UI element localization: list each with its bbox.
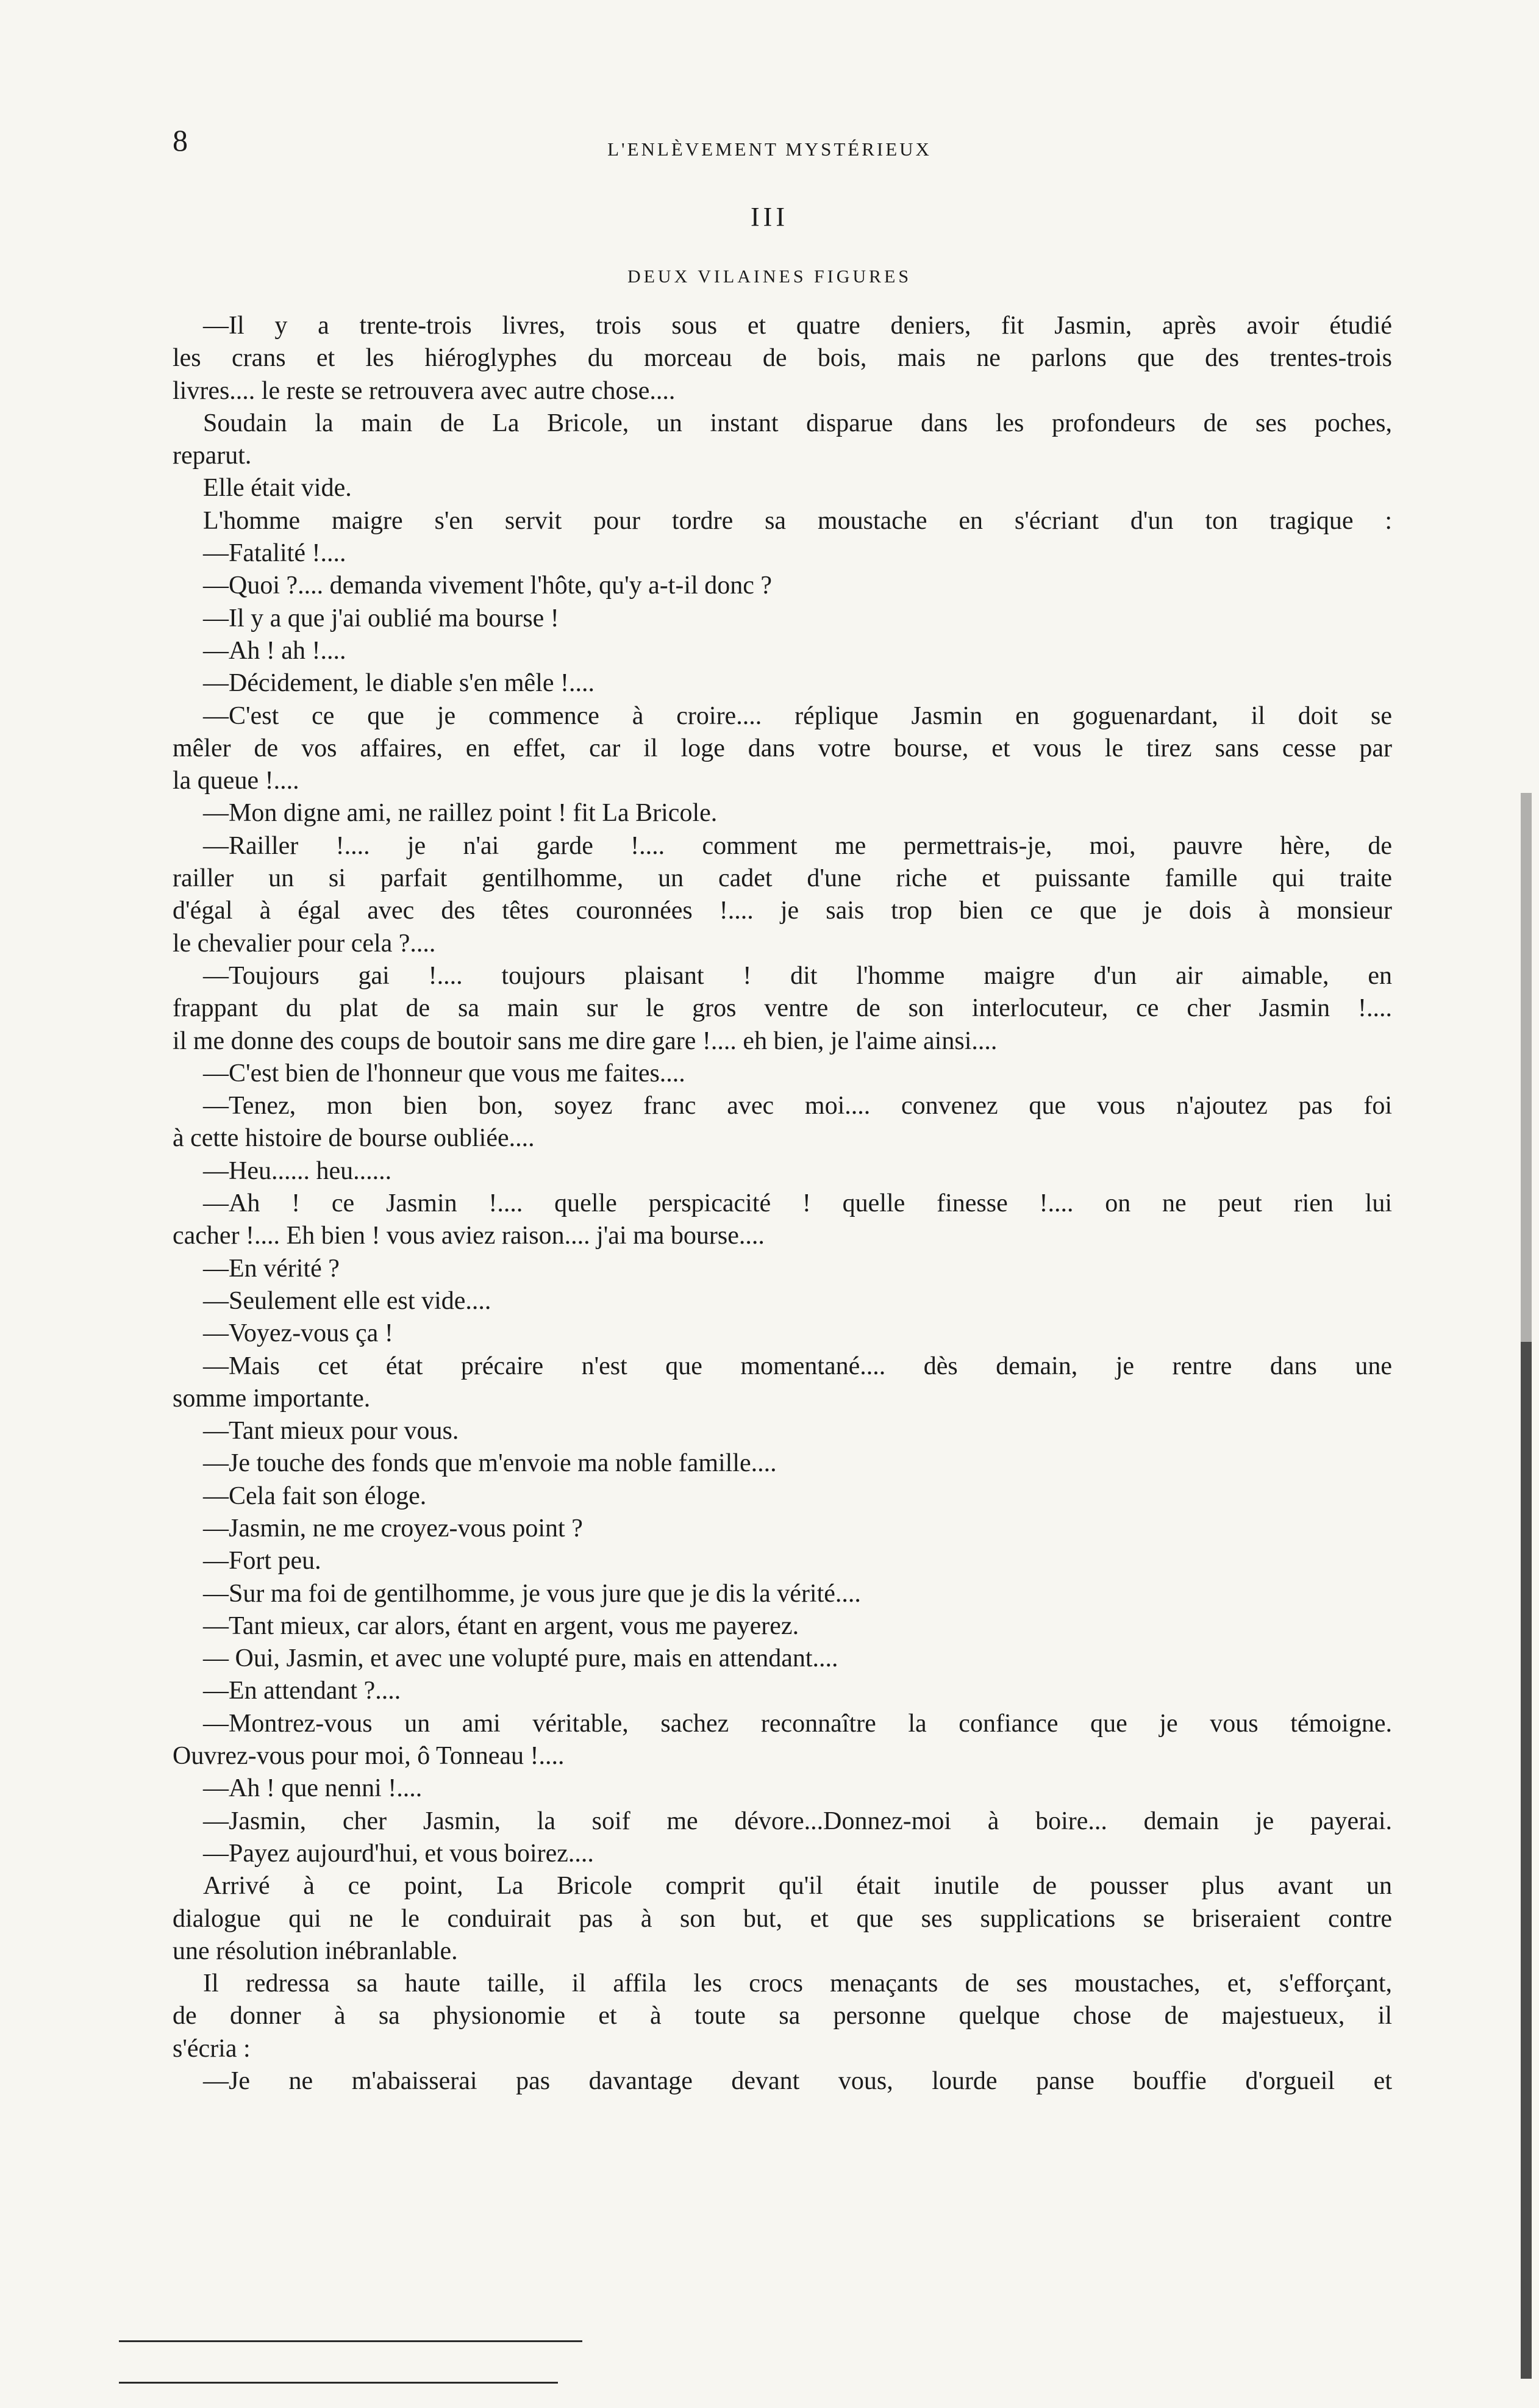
- text-line: —Tenez, mon bien bon, soyez franc avec moi.... convenez que vous n'ajoutez pas foi: [203, 1092, 1392, 1120]
- text-line: —En vérité ?: [203, 1254, 340, 1283]
- text-line: Arrivé à ce point, La Bricole comprit qu'il était inutile de pousser plus avant un: [203, 1872, 1392, 1901]
- running-head: L'ENLÈVEMENT MYSTÉRIEUX: [607, 138, 932, 160]
- binding-edge-mark: [1521, 1342, 1532, 2379]
- text-line: la queue !....: [173, 767, 299, 795]
- text-line: —Ah ! ah !....: [203, 636, 346, 665]
- text-line: —Tant mieux, car alors, étant en argent, vous me payerez.: [203, 1611, 799, 1640]
- text-line: —Tant mieux pour vous.: [203, 1417, 459, 1446]
- text-line: s'écria :: [173, 2034, 251, 2063]
- text-line: à cette histoire de bourse oubliée....: [173, 1124, 535, 1153]
- text-line: —Mais cet état précaire n'est que momentané.... dès demain, je rentre dans une: [203, 1352, 1392, 1380]
- text-line: le chevalier pour cela ?....: [173, 929, 436, 958]
- body-text: [173, 310, 1392, 2098]
- text-line: —En attendant ?....: [203, 1677, 401, 1705]
- text-line: une résolution inébranlable.: [173, 1937, 458, 1965]
- chapter-number: III: [751, 202, 788, 232]
- text-line: — Oui, Jasmin, et avec une volupté pure, mais en attendant....: [203, 1644, 838, 1673]
- text-line: —Heu...... heu......: [203, 1156, 392, 1185]
- text-line: Elle était vide.: [203, 474, 352, 503]
- text-line: —Montrez-vous un ami véritable, sachez reconnaître la confiance que je vous témoigne.: [203, 1709, 1392, 1738]
- text-line: —Toujours gai !.... toujours plaisant ! dit l'homme maigre d'un air aimable, en: [203, 961, 1392, 990]
- text-line: cacher !.... Eh bien ! vous aviez raison.... j'ai ma bourse....: [173, 1222, 765, 1250]
- footer-rule: [119, 2382, 558, 2384]
- text-line: —Il y a que j'ai oublié ma bourse !: [203, 604, 559, 632]
- text-line: —Ah ! ce Jasmin !.... quelle perspicacité ! quelle finesse !.... on ne peut rien lui: [203, 1189, 1392, 1218]
- page-number: 8: [173, 123, 188, 157]
- text-line: railler un si parfait gentilhomme, un cadet d'une riche et puissante famille qui traite: [173, 864, 1392, 893]
- text-line: —Mon digne ami, ne raillez point ! fit La Bricole.: [203, 799, 718, 828]
- text-line: Il redressa sa haute taille, il affila les crocs menaçants de ses moustaches, et, s'efforçant,: [203, 1969, 1392, 1998]
- text-line: il me donne des coups de boutoir sans me dire gare !.... eh bien, je l'aime ainsi....: [173, 1027, 998, 1055]
- text-line: reparut.: [173, 442, 252, 470]
- text-line: —Décidement, le diable s'en mêle !....: [203, 669, 595, 698]
- text-line: d'égal à égal avec des têtes couronnées !.... je sais trop bien ce que je dois à monsieur: [173, 897, 1392, 925]
- text-line: —Il y a trente-trois livres, trois sous et quatre deniers, fit Jasmin, après avoir étudié: [203, 312, 1392, 340]
- text-line: —Cela fait son éloge.: [203, 1482, 427, 1510]
- text-line: —Railler !.... je n'ai garde !.... comment me permettrais-je, moi, pauvre hère, de: [203, 831, 1392, 860]
- text-line: —C'est bien de l'honneur que vous me faites....: [203, 1059, 685, 1088]
- text-line: —Voyez-vous ça !: [203, 1319, 393, 1348]
- text-line: de donner à sa physionomie et à toute sa personne quelque chose de majestueux, il: [173, 2002, 1392, 2030]
- text-line: livres.... le reste se retrouvera avec autre chose....: [173, 376, 676, 405]
- text-line: —Quoi ?.... demanda vivement l'hôte, qu'y a-t-il donc ?: [203, 572, 773, 600]
- text-line: les crans et les hiéroglyphes du morceau de bois, mais ne parlons que des trentes-trois: [173, 344, 1392, 373]
- text-line: dialogue qui ne le conduirait pas à son but, et que ses supplications se briseraient contre: [173, 1904, 1392, 1933]
- chapter-title: DEUX VILAINES FIGURES: [627, 267, 912, 287]
- text-line: Ouvrez-vous pour moi, ô Tonneau !....: [173, 1742, 565, 1771]
- text-line: somme importante.: [173, 1384, 371, 1413]
- text-line: —Seulement elle est vide....: [203, 1286, 491, 1315]
- text-line: —Je ne m'abaisserai pas davantage devant vous, lourde panse bouffie d'orgueil et: [203, 2067, 1392, 2096]
- text-line: —Payez aujourd'hui, et vous boirez....: [203, 1839, 594, 1868]
- text-line: Soudain la main de La Bricole, un instant disparue dans les profondeurs de ses poches,: [203, 409, 1392, 437]
- text-line: frappant du plat de sa main sur le gros ventre de son interlocuteur, ce cher Jasmin !....: [173, 994, 1392, 1023]
- text-line: —Jasmin, ne me croyez-vous point ?: [203, 1514, 583, 1543]
- text-line: —Je touche des fonds que m'envoie ma noble famille....: [203, 1449, 777, 1478]
- text-line: —Jasmin, cher Jasmin, la soif me dévore...Donnez-moi à boire... demain je payerai.: [203, 1807, 1392, 1835]
- binding-edge-mark: [1521, 793, 1532, 1342]
- text-line: —Fatalité !....: [203, 539, 346, 568]
- footer-rule: [119, 2340, 582, 2342]
- text-line: —Ah ! que nenni !....: [203, 1774, 423, 1803]
- text-line: mêler de vos affaires, en effet, car il loge dans votre bourse, et vous le tirez sans cesse par: [173, 734, 1392, 762]
- text-line: —Fort peu.: [203, 1547, 321, 1575]
- text-line: L'homme maigre s'en servit pour tordre sa moustache en s'écriant d'un ton tragique :: [203, 506, 1392, 535]
- text-line: —C'est ce que je commence à croire.... réplique Jasmin en goguenardant, il doit se: [203, 701, 1392, 730]
- text-line: —Sur ma foi de gentilhomme, je vous jure que je dis la vérité....: [203, 1579, 861, 1608]
